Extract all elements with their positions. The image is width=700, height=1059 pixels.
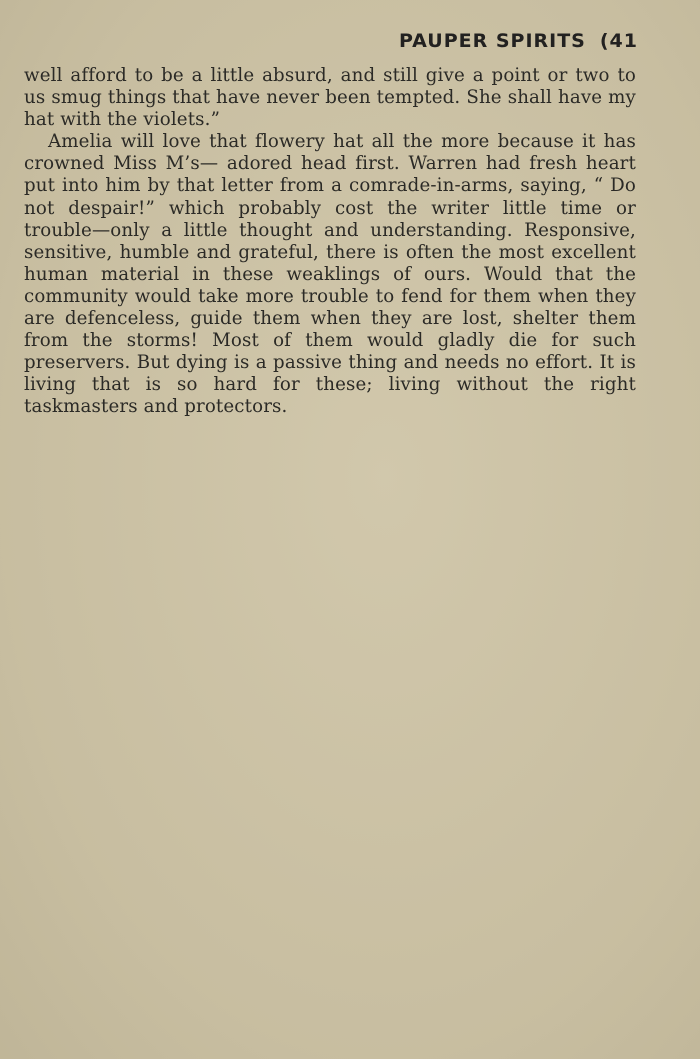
body-text [24,65,636,419]
paragraph-continued: well afford to be a little absurd, and still give a point or two to us smug things that have never been tempted. She shall have my hat with the violets.” [24,65,636,131]
page-number: (41 [599,30,638,52]
running-header [399,30,638,52]
paragraph: Amelia will love that flowery hat all the more because it has crowned Miss M’s— adored head first. Warren had fresh heart put into him by that letter from a comrade-in-arms, saying, “ Do not despair!” which probably cost the writer little time or trouble—only a little thought and understanding. Responsive, sensitive, humble and grateful, there is often the most excellent human material in these weaklings of ours. Would that the community would take more trouble to fend for them when they are defenceless, guide them when they are lost, shelter them from the storms! Most of them would gladly die for such preservers. But dying is a passive thing and needs no effort. It is living that is so hard for these; living without the right taskmasters and protectors. [24,131,636,418]
running-title: PAUPER SPIRITS [398,30,586,52]
